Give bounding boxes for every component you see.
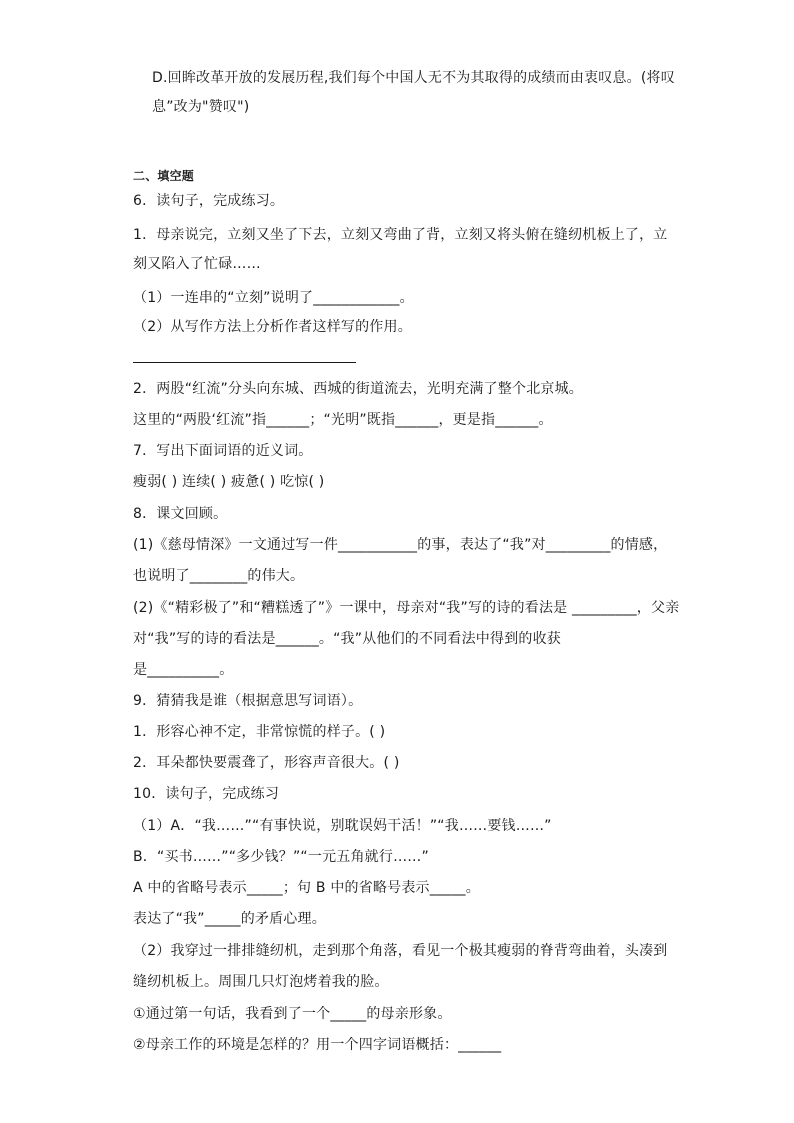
q6-subquestion-2: （2）从写作方法上分析作者这样写的作用。: [133, 319, 412, 335]
q9-item-1: 1．形容心神不定，非常惊慌的样子。( ): [133, 724, 386, 740]
section-heading-fill-in: 二、填空题: [133, 169, 195, 183]
q6-passage-2: 2．两股“红流”分头向东城、西城的街道流去，光明充满了整个北京城。: [133, 381, 584, 397]
q10-feeling-question: 表达了“我”_____的矛盾心理。: [133, 911, 326, 927]
q9-item-2: 2．耳朵都快要震聋了，形容声音很大。( ): [133, 755, 400, 771]
q10-part-2-line-1: （2）我穿过一排排缝纫机，走到那个角落，看见一个极其瘦弱的脊背弯曲着，头凑到: [133, 943, 668, 959]
q10-ellipsis-question: A 中的省略号表示_____；句 B 中的省略号表示_____。: [133, 880, 480, 896]
question-9-title: 9．猜猜我是谁（根据意思写词语）。: [133, 693, 363, 709]
q10-sentence-a: （1）A．“我……”“有事快说，别耽误妈干活！”“我……要钱……”: [133, 818, 552, 834]
answer-line: [133, 362, 356, 363]
option-d-line-1: D.回眸改革开放的发展历程,我们每个中国人无不为其取得的成绩而由衷叹息。(将叹: [152, 70, 675, 86]
q6-passage-line-2: 刻又陷入了忙碌……: [133, 256, 261, 272]
q8-part-1-line-1: (1)《慈母情深》一文通过写一件___________的事，表达了“我”对_________的情感，: [133, 537, 668, 553]
option-d-line-2: 息”改为"赞叹"): [152, 99, 250, 115]
q10-part-2-line-2: 缝纫机板上。周围几只灯泡烤着我的脸。: [133, 974, 389, 990]
q7-word-list: 瘦弱( ) 连续( ) 疲惫( ) 吃惊( ): [133, 474, 325, 490]
q10-sentence-b: B．“买书……”“多少钱？”“一元五角就行……”: [133, 849, 429, 865]
q8-part-2-line-3: 是__________。: [133, 662, 234, 678]
q6-subquestion-1: （1）一连串的“立刻”说明了____________。: [133, 290, 414, 306]
q6-passage-2-question: 这里的“两股‘红流”指______；“光明”既指______，更是指______。: [133, 412, 553, 428]
q8-part-2-line-2: 对“我”写的诗的看法是______。“我”从他们的不同看法中得到的收获: [133, 631, 562, 647]
question-8-title: 8．课文回顾。: [133, 506, 228, 522]
q10-part-2-question-2: ②母亲工作的环境是怎样的？用一个四字词语概括：______: [133, 1037, 502, 1053]
question-10-title: 10．读句子，完成练习: [133, 786, 280, 802]
q6-passage-line-1: 1．母亲说完，立刻又坐了下去，立刻又弯曲了背，立刻又将头俯在缝纫机板上了，立: [133, 227, 668, 243]
q8-part-2-line-1: (2)《“精彩极了”和“糟糕透了”》一课中，母亲对“我”写的诗的看法是 _________，父亲: [133, 600, 680, 616]
q10-part-2-question-1: ①通过第一句话，我看到了一个_____的母亲形象。: [133, 1006, 452, 1022]
question-6-title: 6．读句子，完成练习。: [133, 193, 285, 209]
question-7-title: 7．写出下面词语的近义词。: [133, 443, 313, 459]
q8-part-1-line-2: 也说明了________的伟大。: [133, 568, 305, 584]
